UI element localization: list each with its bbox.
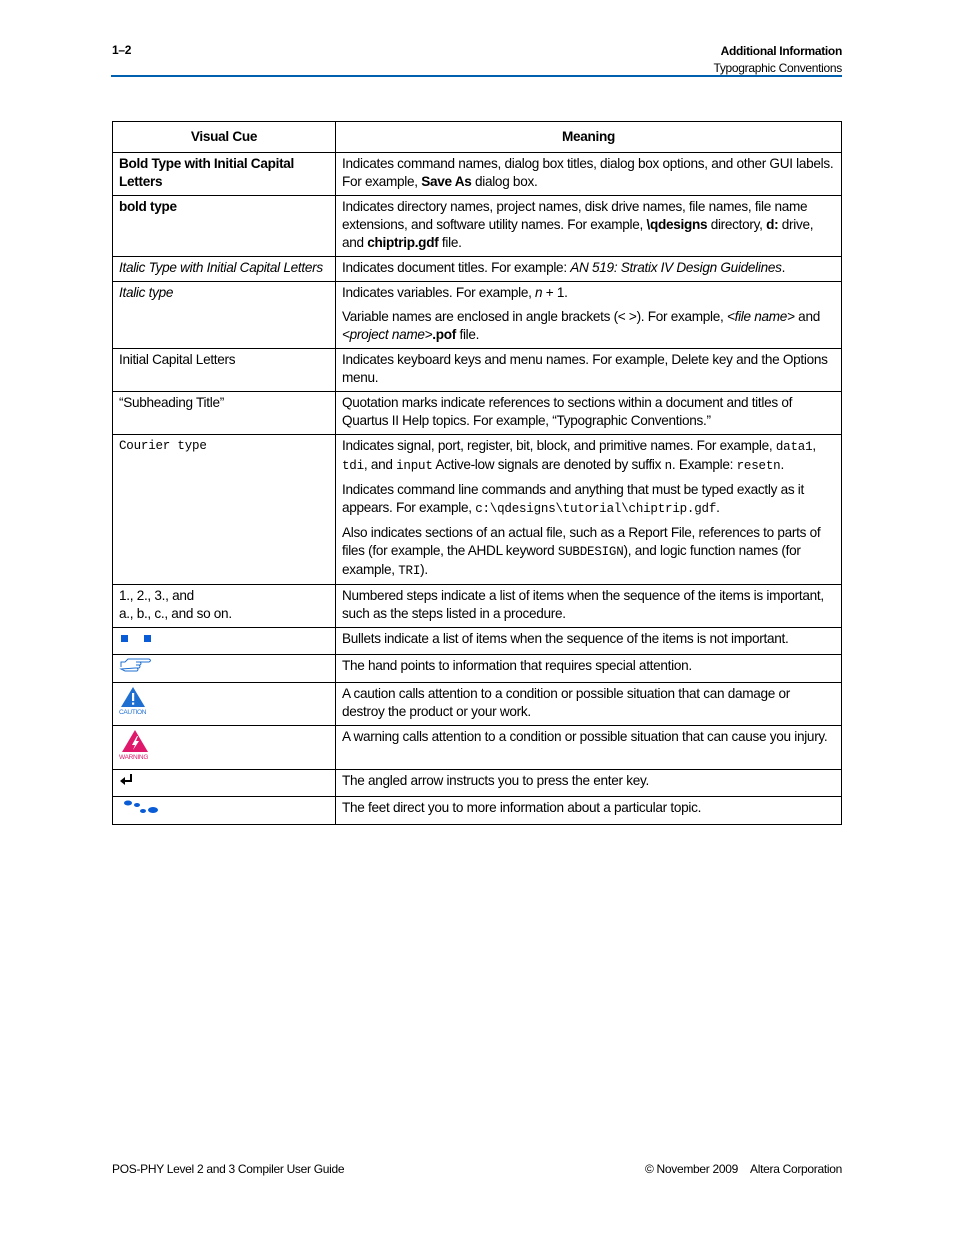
meaning-text: directory, <box>707 217 767 232</box>
visual-cue-line: a., b., c., and so on. <box>119 606 232 621</box>
meaning-example: chiptrip.gdf <box>367 235 439 250</box>
table-row <box>113 257 842 282</box>
meaning-text: , and <box>363 457 397 472</box>
meaning-text: and <box>794 309 820 324</box>
table-row <box>113 282 842 349</box>
meaning-example: resetn <box>736 459 781 473</box>
meaning-cell: A caution calls attention to a condition or possible situation that can damage or destroy the product or your work. <box>336 683 842 726</box>
table-row <box>113 683 842 726</box>
table-header-row <box>113 122 842 153</box>
column-header-meaning: Meaning <box>336 122 842 153</box>
visual-cue-cell <box>113 726 336 770</box>
meaning-cell <box>336 257 842 282</box>
visual-cue-cell: “Subheading Title” <box>113 392 336 435</box>
meaning-example: TRI <box>398 564 421 578</box>
section-title: Additional Information <box>720 44 842 58</box>
meaning-example: .pof <box>432 327 456 342</box>
meaning-example: <file name> <box>726 309 795 324</box>
enter-arrow-icon <box>119 772 135 786</box>
meaning-example: tdi <box>342 459 364 473</box>
meaning-cell <box>336 196 842 257</box>
visual-cue-cell: bold type <box>113 196 336 257</box>
table-row <box>113 153 842 196</box>
meaning-cell <box>336 282 842 349</box>
meaning-cell: The feet direct you to more information about a particular topic. <box>336 797 842 825</box>
meaning-example: AN 519: Stratix IV Design Guidelines <box>570 260 782 275</box>
visual-cue-cell <box>113 770 336 797</box>
meaning-text: ), and logic function names (for example, <box>342 543 801 577</box>
column-header-visual-cue: Visual Cue <box>113 122 336 153</box>
meaning-example: d: <box>766 217 779 232</box>
meaning-text: Active-low signals are denoted by suffix <box>432 457 665 472</box>
visual-cue-line: 1., 2., 3., and <box>119 588 194 603</box>
table-row <box>113 628 842 655</box>
meaning-example: SUBDESIGN <box>557 545 624 559</box>
meaning-example: data1 <box>775 440 813 454</box>
meaning-text: Indicates command line commands and anything that must be typed exactly as it appears. For example, <box>342 482 805 515</box>
feet-icon <box>119 799 163 815</box>
visual-cue-cell: Initial Capital Letters <box>113 349 336 392</box>
meaning-example: <project name> <box>342 327 433 342</box>
meaning-text: . <box>716 500 720 515</box>
meaning-example: c:\qdesigns\tutorial\chiptrip.gdf <box>475 502 717 516</box>
running-header <box>713 43 842 77</box>
meaning-paragraph <box>342 308 835 344</box>
table-row <box>113 196 842 257</box>
warning-label: WARNING <box>119 754 149 760</box>
visual-cue-cell: Bold Type with Initial Capital Letters <box>113 153 336 196</box>
pointing-hand-icon <box>119 657 153 673</box>
visual-cue-cell <box>113 797 336 825</box>
visual-cue-cell: Italic type <box>113 282 336 349</box>
table-row <box>113 349 842 392</box>
meaning-cell: Numbered steps indicate a list of items when the sequence of the items is important, such as the steps listed in a procedure. <box>336 585 842 628</box>
meaning-example: input <box>396 459 433 473</box>
table-row <box>113 585 842 628</box>
visual-cue-cell: Courier type <box>113 435 336 585</box>
meaning-paragraph <box>342 481 835 518</box>
meaning-text: . <box>781 260 786 275</box>
visual-cue-cell: Italic Type with Initial Capital Letters <box>113 257 336 282</box>
meaning-cell: Indicates keyboard keys and menu names. For example, Delete key and the Options menu. <box>336 349 842 392</box>
warning-triangle-icon <box>119 728 155 760</box>
meaning-text: dialog box. <box>471 174 538 189</box>
meaning-example: Save As <box>421 174 472 189</box>
meaning-cell: Quotation marks indicate references to sections within a document and titles of Quartus II Help topics. For example, “Typographic Conventions.” <box>336 392 842 435</box>
meaning-text: Indicates directory names, project names, disk drive names, file names, file name extensions, and software utility names. For example, <box>342 199 808 232</box>
meaning-text: . Example: <box>671 457 737 472</box>
meaning-text: Indicates document titles. For example: <box>342 260 571 275</box>
publication-date: © November 2009 <box>644 1162 739 1176</box>
meaning-text: drive, and <box>342 217 814 250</box>
caution-label: CAUTION <box>119 709 147 715</box>
meaning-text: file. <box>438 235 462 250</box>
meaning-text: . <box>780 457 784 472</box>
table-row <box>113 770 842 797</box>
table-row <box>113 655 842 683</box>
meaning-cell: The hand points to information that requires special attention. <box>336 655 842 683</box>
meaning-paragraph <box>342 284 835 302</box>
meaning-cell: Bullets indicate a list of items when the sequence of the items is not important. <box>336 628 842 655</box>
header-rule <box>111 75 842 77</box>
meaning-text: ). <box>420 562 428 577</box>
table-row <box>113 392 842 435</box>
caution-triangle-icon <box>119 685 155 715</box>
meaning-text: Indicates command names, dialog box titles, dialog box options, and other GUI labels. For example, <box>342 156 834 189</box>
meaning-text: file. <box>455 327 480 342</box>
meaning-cell: The angled arrow instructs you to press the enter key. <box>336 770 842 797</box>
guide-title: POS-PHY Level 2 and 3 Compiler User Guide <box>112 1162 345 1176</box>
visual-cue-cell <box>113 683 336 726</box>
visual-cue-cell <box>113 655 336 683</box>
table-row <box>113 726 842 770</box>
page-number: 1–2 <box>112 43 132 57</box>
meaning-text: + 1. <box>542 285 568 300</box>
table-row <box>113 435 842 585</box>
meaning-paragraph <box>342 524 835 580</box>
typographic-conventions-table <box>112 121 842 825</box>
meaning-example: n <box>664 459 672 473</box>
meaning-text: Also indicates sections of an actual file, such as a Report File, references to parts of files (for example, the AHDL keyword <box>342 525 821 558</box>
visual-cue-cell <box>113 585 336 628</box>
meaning-text: Indicates signal, port, register, bit, block, and primitive names. For example, <box>342 438 776 453</box>
subsection-title: Typographic Conventions <box>713 61 842 75</box>
meaning-cell: A warning calls attention to a condition or possible situation that can cause you injury. <box>336 726 842 770</box>
table-row <box>113 797 842 825</box>
meaning-text: Indicates variables. For example, <box>342 285 536 300</box>
meaning-text: Variable names are enclosed in angle brackets (< >). For example, <box>342 309 727 324</box>
meaning-example: n <box>535 285 543 300</box>
meaning-text: , <box>812 438 816 453</box>
company-name: Altera Corporation <box>750 1162 842 1176</box>
meaning-cell <box>336 153 842 196</box>
meaning-paragraph <box>342 437 835 475</box>
meaning-example: \qdesigns <box>646 217 708 232</box>
meaning-cell <box>336 435 842 585</box>
blue-square-bullets-icon <box>113 628 336 655</box>
footer-right <box>633 1162 842 1176</box>
